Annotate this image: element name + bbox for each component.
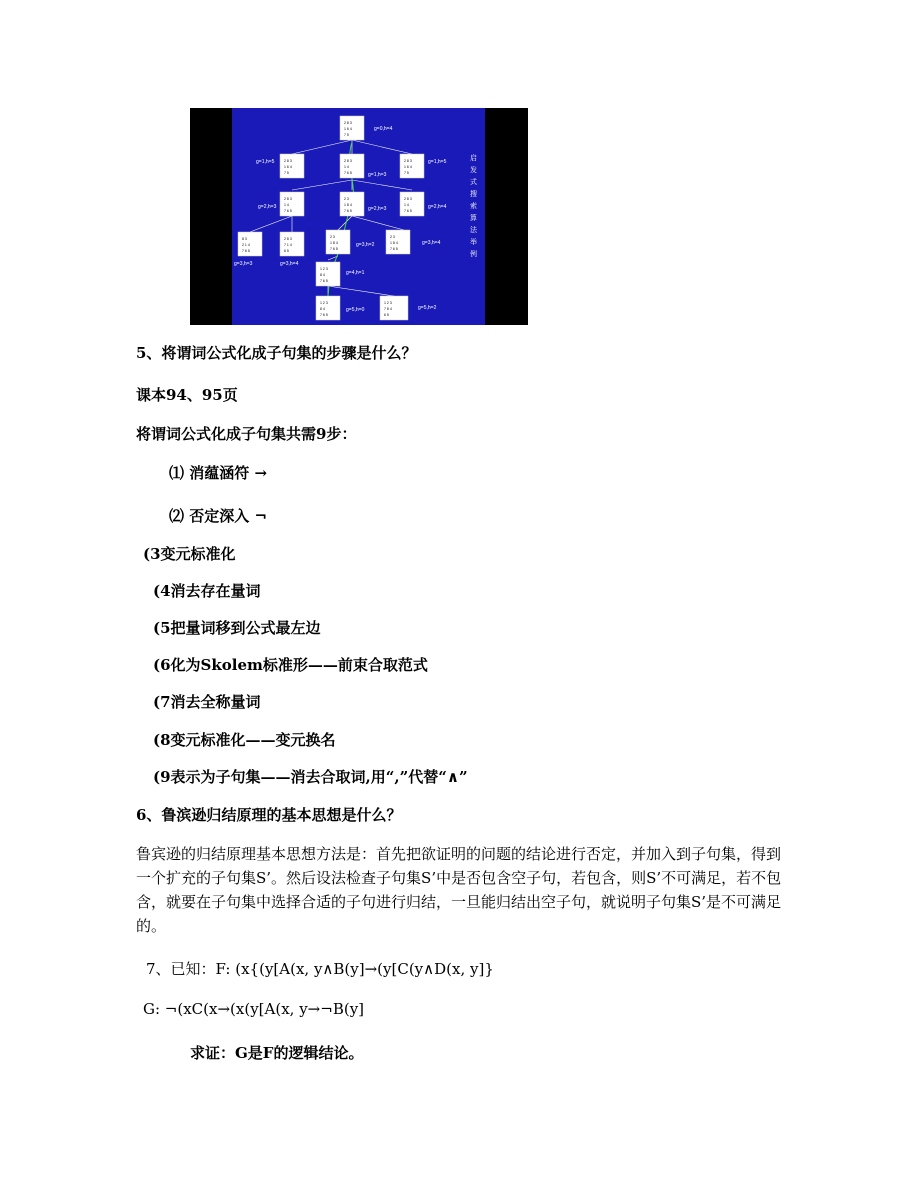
q5-step-4: (4消去存在量词 (153, 582, 261, 600)
svg-text:7 6 5: 7 6 5 (344, 171, 352, 175)
q5-title: 5、将谓词公式化成子句集的步骤是什么？ (136, 344, 417, 362)
svg-text:7 5: 7 5 (344, 133, 349, 137)
label-l2-left: g=2,h=3 (258, 204, 277, 210)
svg-text:7 5: 7 5 (284, 171, 289, 175)
q6-answer: 鲁宾逊的归结原理基本思想方法是：首先把欲证明的问题的结论进行否定，并加入到子句集，得到一个扩充的子句集S’。然后设法检查子句集S’中是否包含空子句，若包含，则S’不可满足，若不包含，就要在子句集中选择合适的子句进行归结，一旦能归结出空子句，就说明子句集S’是不可满足的。 (136, 845, 782, 935)
search-tree-diagram (232, 108, 485, 325)
search-tree-figure (190, 108, 528, 325)
svg-text:6 5: 6 5 (284, 249, 289, 253)
q5-reference: 课本94、95页 (136, 386, 238, 404)
svg-text:1 2 3: 1 2 3 (320, 301, 328, 305)
svg-text:法: 法 (470, 226, 477, 234)
q5-step-5: (5把量词移到公式最左边 (153, 619, 321, 637)
svg-text:例: 例 (470, 250, 477, 258)
svg-text:1 6 4: 1 6 4 (284, 165, 292, 169)
svg-text:7 6 5: 7 6 5 (404, 209, 412, 213)
svg-text:2 3: 2 3 (390, 235, 395, 239)
q5-step-6: (6化为Skolem标准形——前束合取范式 (153, 656, 428, 674)
q5-step-9: (9表示为子句集——消去合取词,用“,”代替“∧” (153, 768, 468, 786)
svg-text:2 8 3: 2 8 3 (284, 197, 292, 201)
svg-text:1 8 4: 1 8 4 (390, 241, 398, 245)
q5-step-2: ⑵ 否定深入 ¬ (169, 507, 268, 525)
q6-title: 6、鲁滨逊归结原理的基本思想是什么？ (136, 806, 402, 824)
svg-text:7 6 5: 7 6 5 (320, 313, 328, 317)
node-digits (242, 121, 412, 317)
svg-text:2 8 3: 2 8 3 (404, 197, 412, 201)
svg-text:8 4: 8 4 (320, 273, 325, 277)
svg-text:启: 启 (470, 154, 477, 162)
label-l2-mid: g=2,h=3 (368, 206, 387, 212)
label-l3-a: g=3,h=3 (234, 261, 253, 267)
label-l1-left: g=1,h=5 (256, 159, 275, 165)
q5-step-1: ⑴ 消蕴涵符 → (169, 464, 268, 482)
svg-text:1 6 4: 1 6 4 (344, 127, 352, 131)
svg-text:7 6 5: 7 6 5 (344, 209, 352, 213)
svg-text:7 6 5: 7 6 5 (330, 247, 338, 251)
svg-text:1 8 4: 1 8 4 (330, 241, 338, 245)
svg-text:7 8 4: 7 8 4 (384, 307, 392, 311)
svg-text:2 8 3: 2 8 3 (404, 159, 412, 163)
svg-text:7 6 5: 7 6 5 (390, 247, 398, 251)
svg-text:7 5: 7 5 (404, 171, 409, 175)
svg-text:举: 举 (470, 238, 477, 246)
svg-text:2 8 3: 2 8 3 (344, 159, 352, 163)
svg-text:发: 发 (470, 166, 477, 174)
svg-text:6 5: 6 5 (384, 313, 389, 317)
label-l1-mid: g=1,h=3 (368, 172, 387, 178)
svg-text:1 2 3: 1 2 3 (320, 267, 328, 271)
svg-text:索: 索 (470, 202, 477, 210)
label-l3-c: g=3,h=2 (356, 242, 375, 248)
label-root: g=0,h=4 (374, 126, 393, 132)
label-l3-b: g=3,h=4 (280, 261, 299, 267)
label-l5-right: g=5,h=2 (418, 305, 437, 311)
svg-text:7 6 5: 7 6 5 (242, 249, 250, 253)
svg-text:1 6 4: 1 6 4 (404, 165, 412, 169)
svg-text:2 3: 2 3 (344, 197, 349, 201)
svg-text:1 2 3: 1 2 3 (384, 301, 392, 305)
svg-text:1 8 4: 1 8 4 (344, 203, 352, 207)
svg-text:搜: 搜 (470, 190, 477, 198)
svg-text:7 6 5: 7 6 5 (284, 209, 292, 213)
q5-intro: 将谓词公式化成子句集共需9步： (136, 425, 357, 443)
svg-text:式: 式 (470, 178, 477, 186)
label-l1-right: g=1,h=5 (428, 159, 447, 165)
q7-g: G: ¬(xC(x→(x(y[A(x, y→¬B(y] (143, 1000, 365, 1018)
side-title (470, 153, 478, 258)
label-l2-right: g=2,h=4 (428, 204, 447, 210)
svg-text:2 1 4: 2 1 4 (242, 243, 250, 247)
svg-text:2 3: 2 3 (330, 235, 335, 239)
q5-step-7: (7消去全称量词 (153, 693, 261, 711)
svg-text:算: 算 (470, 214, 477, 222)
svg-text:1 4: 1 4 (284, 203, 289, 207)
svg-text:1 4: 1 4 (404, 203, 409, 207)
q5-step-3: (3变元标准化 (143, 545, 236, 563)
label-l4: g=4,h=1 (346, 270, 365, 276)
slide-background (232, 108, 485, 325)
svg-text:1 4: 1 4 (344, 165, 349, 169)
q5-step-8: (8变元标准化——变元换名 (153, 731, 336, 749)
svg-text:2 8 3: 2 8 3 (344, 121, 352, 125)
svg-text:8 4: 8 4 (320, 307, 325, 311)
q7-prove: 求证：G是F的逻辑结论。 (190, 1044, 364, 1062)
svg-text:7 1 4: 7 1 4 (284, 243, 292, 247)
q7-given: 7、已知：F: (x{(y[A(x, y∧B(y]→(y[C(y∧D(x, y]} (146, 960, 494, 978)
svg-text:7 6 5: 7 6 5 (320, 279, 328, 283)
svg-text:8 3: 8 3 (242, 237, 247, 241)
tree-nodes (238, 116, 424, 320)
svg-text:2 8 3: 2 8 3 (284, 159, 292, 163)
label-l3-d: g=3,h=4 (422, 240, 441, 246)
svg-text:2 8 3: 2 8 3 (284, 237, 292, 241)
label-l5-left: g=5,h=0 (346, 307, 365, 313)
